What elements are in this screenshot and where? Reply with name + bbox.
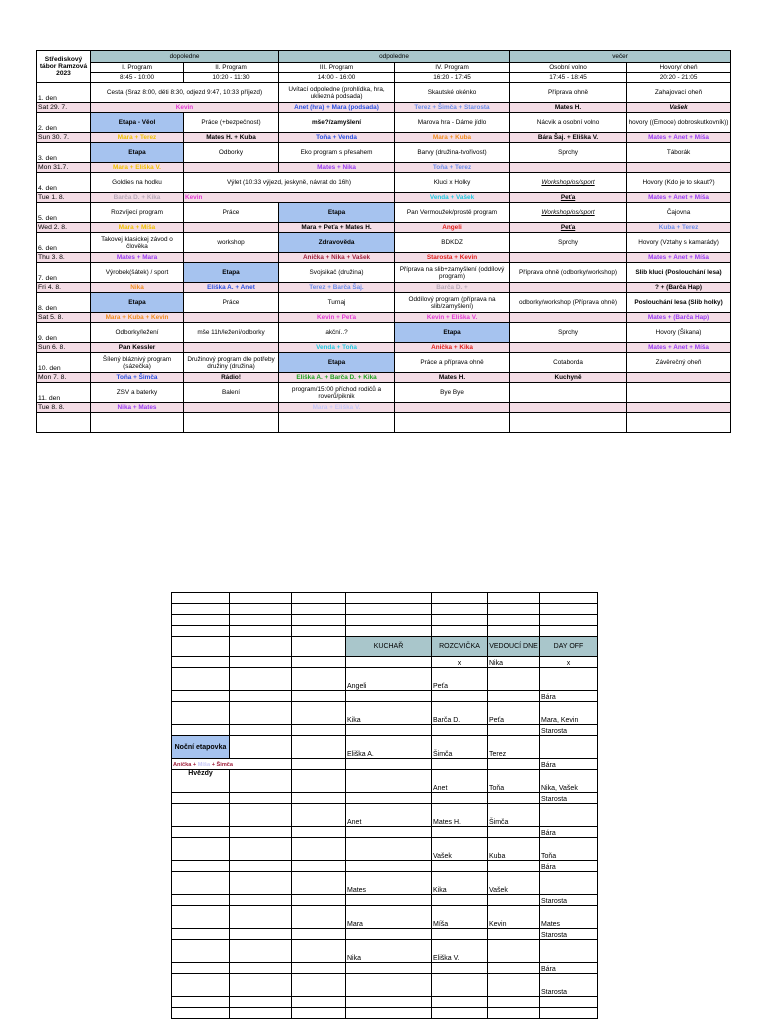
program-cell: Rozvíjecí program xyxy=(91,203,184,223)
group-afternoon: odpoledne xyxy=(279,51,510,63)
time-header: 20:20 - 21:05 xyxy=(627,73,731,83)
date-label: Mon 7. 8. xyxy=(37,373,91,383)
staff-cell: Mates + Anet + Míša xyxy=(627,133,731,143)
group-morning: dopoledne xyxy=(91,51,279,63)
dayoff-cell xyxy=(540,736,598,759)
staff-cell: Kevin xyxy=(184,193,395,203)
dayoff-cell xyxy=(540,940,598,963)
header-warmup: ROZCVIČKA xyxy=(432,637,488,657)
cook-cell xyxy=(346,974,432,997)
staff-cell: Venda + Toňa xyxy=(279,343,395,353)
leader-cell: Peťa xyxy=(488,702,540,725)
cook-cell: Eliška A. xyxy=(346,736,432,759)
cook-cell xyxy=(346,770,432,793)
staff-cell: Mates + Anet + Míša xyxy=(627,193,731,203)
staff-cell: Nika + Mates xyxy=(91,403,184,413)
time-header: 16:20 - 17:45 xyxy=(395,73,510,83)
program-cell: Práce xyxy=(184,203,279,223)
program-cell: Svojsikač (družina) xyxy=(279,263,395,283)
last-cell: Bára xyxy=(540,691,598,702)
program-cell: Etapa xyxy=(91,143,184,163)
dayoff-cell: Mates xyxy=(540,906,598,929)
day-label: 7. den xyxy=(37,263,91,283)
day-label: 4. den xyxy=(37,173,91,193)
staff-cell xyxy=(510,163,627,173)
staff-cell: Kuchyně xyxy=(510,373,627,383)
staff-cell: Angeli xyxy=(395,223,510,233)
program-cell: Etapa xyxy=(279,353,395,373)
staff-cell: Mates + Mara xyxy=(91,253,184,263)
x-mark: x xyxy=(432,657,488,668)
staff-cell: Pan Kessler xyxy=(91,343,184,353)
program-cell: Turnaj xyxy=(279,293,395,313)
staff-cell: Peťa xyxy=(510,223,627,233)
program-cell: Nácvik a osobní volno xyxy=(510,113,627,133)
day-label: 2. den xyxy=(37,113,91,133)
program-cell: Práce a příprava ohně xyxy=(395,353,510,373)
group-evening: večer xyxy=(510,51,731,63)
header-cook: KUCHAŘ xyxy=(346,637,432,657)
date-label: Thu 3. 8. xyxy=(37,253,91,263)
night-staff-name: Míša xyxy=(197,762,211,768)
staff-cell: Mates H. xyxy=(395,373,510,383)
staff-cell xyxy=(184,223,279,233)
program-cell xyxy=(627,383,731,403)
date-label: Tue 8. 8. xyxy=(37,403,91,413)
program-cell: Workshop/os/sport xyxy=(510,173,627,193)
staff-cell: Mates + (Barča Hap) xyxy=(627,313,731,323)
night-staff: Anička + Míša + Šimča xyxy=(172,759,292,770)
last-cell: Starosta xyxy=(540,725,598,736)
date-label: Sun 30. 7. xyxy=(37,133,91,143)
empty-cell xyxy=(91,413,184,433)
staff-cell xyxy=(184,403,279,413)
last-cell: Starosta xyxy=(540,793,598,804)
program-header: Hovory/ oheň xyxy=(627,63,731,73)
warmup-cell: Míša xyxy=(432,906,488,929)
warmup-cell: Anet xyxy=(432,770,488,793)
staff-cell: Eliška A. + Anet xyxy=(184,283,279,293)
staff-cell xyxy=(627,373,731,383)
staff-cell xyxy=(184,253,279,263)
program-cell: mše 11h/ležení/odborky xyxy=(184,323,279,343)
program-cell: Družinový program dle potřeby družiny (družina) xyxy=(184,353,279,373)
program-cell: Etapa - Věol xyxy=(91,113,184,133)
staff-cell: Mara + Kuba xyxy=(395,133,510,143)
warmup-cell xyxy=(432,974,488,997)
stars-label: Hvězdy xyxy=(172,770,230,793)
cook-cell: Anet xyxy=(346,804,432,827)
last-cell: Starosta xyxy=(540,895,598,906)
cook-cell: Kika xyxy=(346,702,432,725)
program-cell: odborky/workshop (Příprava ohně) xyxy=(510,293,627,313)
program-cell: Hovory (Vztahy s kamarády) xyxy=(627,233,731,253)
last-cell: Starosta xyxy=(540,974,598,997)
warmup-cell: Eliška V. xyxy=(432,940,488,963)
program-cell: Takovej klasickej závod o člověka xyxy=(91,233,184,253)
program-cell: Výlet (10:33 výjezd, jeskyně, návrat do 16h) xyxy=(184,173,395,193)
program-cell: Etapa xyxy=(91,293,184,313)
program-cell: Práce (+bezpečnost) xyxy=(184,113,279,133)
last-cell: Bára xyxy=(540,827,598,838)
program-cell: Sprchy xyxy=(510,143,627,163)
program-cell: Poslouchání lesa (Slib holky) xyxy=(627,293,731,313)
last-cell: Starosta xyxy=(540,929,598,940)
time-header: 8:45 - 10:00 xyxy=(91,73,184,83)
date-label: Sat 29. 7. xyxy=(37,103,91,113)
staff-cell: Mara + Eliška V. xyxy=(91,163,184,173)
staff-cell: Mara + Terez xyxy=(91,133,184,143)
last-cell: Bára xyxy=(540,861,598,872)
staff-cell: Kevin + Eliška V. xyxy=(395,313,510,323)
program-cell: Sprchy xyxy=(510,323,627,343)
program-header: II. Program xyxy=(184,63,279,73)
day-label: 5. den xyxy=(37,203,91,223)
warmup-cell: Kika xyxy=(432,872,488,895)
warmup-cell: Mates H. xyxy=(432,804,488,827)
dayoff-cell xyxy=(540,872,598,895)
program-cell: Barvy (družina-tvořivost) xyxy=(395,143,510,163)
staff-cell: Barča D. + Kika xyxy=(91,193,184,203)
staff-cell: Mara + Kuba + Kevin xyxy=(91,313,184,323)
staff-cell xyxy=(510,343,627,353)
last-cell: Bára xyxy=(540,759,598,770)
staff-cell xyxy=(627,403,731,413)
staff-cell: Bára Šaj. + Eliška V. xyxy=(510,133,627,143)
staff-cell: Toňa + Šimča xyxy=(91,373,184,383)
program-cell: Sprchy xyxy=(510,233,627,253)
program-cell: Balení xyxy=(184,383,279,403)
program-cell: Hovory (Kdo je to skaut?) xyxy=(627,173,731,193)
program-cell: Příprava ohně (odborky/workshop) xyxy=(510,263,627,283)
program-cell: Příprava ohně xyxy=(510,83,627,103)
header-day-off: DAY OFF xyxy=(540,637,598,657)
staff-cell: Peťa xyxy=(510,193,627,203)
header-leader: VEDOUCÍ DNE xyxy=(488,637,540,657)
time-header: 14:00 - 16:00 xyxy=(279,73,395,83)
staff-cell: Mates H. xyxy=(510,103,627,113)
staff-cell: Mates H. + Kuba xyxy=(184,133,279,143)
program-cell: Skautské okénko xyxy=(395,83,510,103)
staff-cell: Rádio! xyxy=(184,373,279,383)
dayoff-cell: Nika, Vašek xyxy=(540,770,598,793)
empty-cell xyxy=(627,413,731,433)
staff-cell: Nika xyxy=(91,283,184,293)
program-cell: Bye Bye xyxy=(395,383,510,403)
program-cell: Marova hra - Dáme jídlo xyxy=(395,113,510,133)
program-cell: Odborky xyxy=(184,143,279,163)
program-cell: Odborky/ležení xyxy=(91,323,184,343)
staff-cell: Mates + Nika xyxy=(279,163,395,173)
time-header: 10:20 - 11:30 xyxy=(184,73,279,83)
staff-cell: Kuba + Terez xyxy=(627,223,731,233)
staff-cell xyxy=(184,163,279,173)
warmup-cell: Barča D. xyxy=(432,702,488,725)
cook-cell xyxy=(346,838,432,861)
time-header: 17:45 - 18:45 xyxy=(510,73,627,83)
leader-cell xyxy=(488,940,540,963)
staff-cell: Mara + Eliška V. xyxy=(279,403,395,413)
night-stage-label: Noční etapovka xyxy=(172,736,230,759)
duty-roster-table xyxy=(171,592,598,1019)
day-label: 6. den xyxy=(37,233,91,253)
program-cell: Čajovna xyxy=(627,203,731,223)
program-cell: Uvítací odpoledne (prohlídka, hra, ukliezná podsada) xyxy=(279,83,395,103)
program-header: I. Program xyxy=(91,63,184,73)
leader-cell: Nika xyxy=(488,657,540,668)
leader-cell: Kevin xyxy=(488,906,540,929)
leader-cell: Kuba xyxy=(488,838,540,861)
leader-cell: Toňa xyxy=(488,770,540,793)
day-label: 1. den xyxy=(37,83,91,103)
program-cell: hovory ((Emoce) dobroskutkovník)) xyxy=(627,113,731,133)
program-cell: BDKDZ xyxy=(395,233,510,253)
empty-cell xyxy=(510,413,627,433)
staff-cell: Mates + Anet + Míša xyxy=(627,343,731,353)
program-cell: Práce xyxy=(184,293,279,313)
x-mark: x xyxy=(540,657,598,668)
date-label: Tue 1. 8. xyxy=(37,193,91,203)
program-cell: program/15:00 příchod rodičů a roverů/piknik xyxy=(279,383,395,403)
program-cell: Závěrečný oheň xyxy=(627,353,731,373)
staff-cell xyxy=(510,403,627,413)
staff-cell xyxy=(510,283,627,293)
program-cell: ZSV a baterky xyxy=(91,383,184,403)
dayoff-cell: Mara, Kevin xyxy=(540,702,598,725)
program-cell: Cotaborda xyxy=(510,353,627,373)
program-cell: Cesta (Sraz 8:00, děti 8:30, odjezd 9:47, 10:33 příjezd) xyxy=(91,83,279,103)
staff-cell xyxy=(184,313,279,323)
night-staff-name: Anička xyxy=(173,762,192,768)
warmup-cell: Peťa xyxy=(432,668,488,691)
program-cell: Zahajovací oheň xyxy=(627,83,731,103)
program-header: IV. Program xyxy=(395,63,510,73)
day-label: 3. den xyxy=(37,143,91,163)
warmup-cell: Vašek xyxy=(432,838,488,861)
staff-cell: Terez + Barča Šaj. xyxy=(279,283,395,293)
staff-cell: Eliška A. + Barča D. + Kika xyxy=(279,373,395,383)
date-label: Sat 5. 8. xyxy=(37,313,91,323)
program-cell: Etapa xyxy=(395,323,510,343)
staff-cell: Anička + Kika xyxy=(395,343,510,353)
program-cell: Táborák xyxy=(627,143,731,163)
program-cell: Výrobek(šátek) / sport xyxy=(91,263,184,283)
program-cell: Workshop/os/sport xyxy=(510,203,627,223)
program-cell: Příprava na slib+zamyšlení (oddílový program) xyxy=(395,263,510,283)
leader-cell xyxy=(488,668,540,691)
staff-cell: Barča D. + xyxy=(395,283,510,293)
date-label: Mon 31.7. xyxy=(37,163,91,173)
staff-cell xyxy=(395,403,510,413)
dayoff-cell xyxy=(540,668,598,691)
camp-schedule-table xyxy=(36,50,731,433)
last-cell: Bára xyxy=(540,963,598,974)
dayoff-cell: Toňa xyxy=(540,838,598,861)
staff-cell xyxy=(510,253,627,263)
program-cell: Slib kluci (Poslouchání lesa) xyxy=(627,263,731,283)
day-label: 9. den xyxy=(37,323,91,343)
leader-cell xyxy=(488,974,540,997)
program-cell: workshop xyxy=(184,233,279,253)
staff-cell: Starosta + Kevin xyxy=(395,253,510,263)
staff-cell: Toňa + Venda xyxy=(279,133,395,143)
leader-cell: Šimča xyxy=(488,804,540,827)
empty-cell xyxy=(37,413,91,433)
program-cell: Pan Vermoužek/prostě program xyxy=(395,203,510,223)
staff-cell xyxy=(184,343,279,353)
staff-cell: Anička + Nika + Vašek xyxy=(279,253,395,263)
program-cell: Etapa xyxy=(184,263,279,283)
empty-cell xyxy=(395,413,510,433)
day-label: 11. den xyxy=(37,383,91,403)
program-cell: Goldies na hodku xyxy=(91,173,184,193)
program-header: III. Program xyxy=(279,63,395,73)
staff-cell: Mara + Míša xyxy=(91,223,184,233)
cook-cell: Angeli xyxy=(346,668,432,691)
program-cell: Oddílový program (příprava na slib/zamyšlení) xyxy=(395,293,510,313)
staff-cell: Kevin xyxy=(91,103,279,113)
program-cell: Šílený bláznivý program (sázečka) xyxy=(91,353,184,373)
staff-cell: Anet (hra) + Mara (podsada) xyxy=(279,103,395,113)
staff-cell xyxy=(627,163,731,173)
empty-cell xyxy=(184,413,279,433)
staff-cell: Kevin + Peťa xyxy=(279,313,395,323)
staff-cell: Mara + Peťa + Mates H. xyxy=(279,223,395,233)
program-cell: mše?/zamyšlení xyxy=(279,113,395,133)
program-cell: Kluci x Holky xyxy=(395,173,510,193)
staff-cell: Terez + Šimča + Starosta xyxy=(395,103,510,113)
camp-title: Střediskový tábor Ramzová 2023 xyxy=(37,51,91,83)
staff-cell: ? + (Barča Hap) xyxy=(627,283,731,293)
program-cell: Eko program s přesahem xyxy=(279,143,395,163)
program-cell: Hovory (Šikana) xyxy=(627,323,731,343)
night-staff-name: Šimča xyxy=(216,762,234,768)
date-label: Sun 6. 8. xyxy=(37,343,91,353)
program-cell: Etapa xyxy=(279,203,395,223)
staff-cell: Mates + Anet + Míša xyxy=(627,253,731,263)
cook-cell: Mara xyxy=(346,906,432,929)
leader-cell: Vašek xyxy=(488,872,540,895)
staff-cell: Toňa + Terez xyxy=(395,163,510,173)
program-cell xyxy=(510,383,627,403)
empty-cell xyxy=(279,413,395,433)
day-label: 10. den xyxy=(37,353,91,373)
staff-cell: Venda + Vašek xyxy=(395,193,510,203)
warmup-cell: Šimča xyxy=(432,736,488,759)
program-header: Osobní volno xyxy=(510,63,627,73)
day-label: 8. den xyxy=(37,293,91,313)
date-label: Wed 2. 8. xyxy=(37,223,91,233)
date-label: Fri 4. 8. xyxy=(37,283,91,293)
program-cell: akční..? xyxy=(279,323,395,343)
program-cell: Zdravověda xyxy=(279,233,395,253)
cook-cell: Nika xyxy=(346,940,432,963)
staff-cell: Vašek xyxy=(627,103,731,113)
cook-cell: Mates xyxy=(346,872,432,895)
leader-cell: Terez xyxy=(488,736,540,759)
staff-cell xyxy=(510,313,627,323)
dayoff-cell xyxy=(540,804,598,827)
